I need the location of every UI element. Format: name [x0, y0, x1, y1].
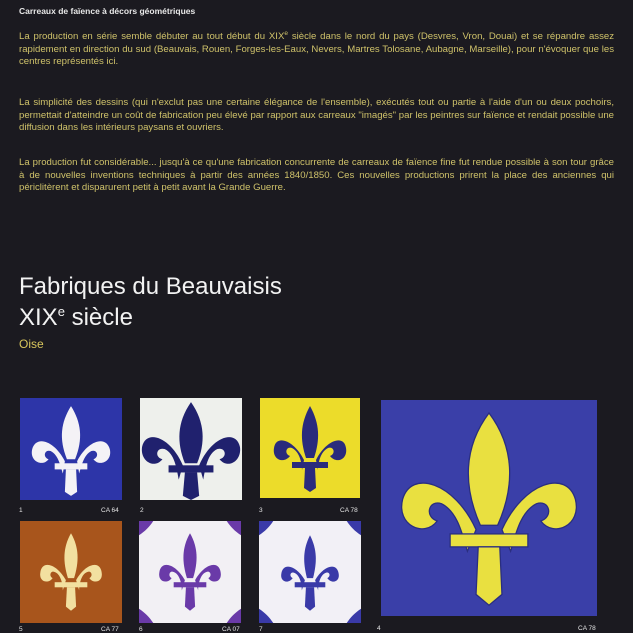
tile-number: 7 [259, 626, 263, 633]
tile-3 [259, 398, 361, 498]
tile-2 [140, 398, 242, 500]
tile-number: 6 [139, 626, 143, 633]
fleur-de-lis-icon [139, 520, 241, 624]
paragraph-decline: La production fut considérable... jusqu'à ce qu'une fabrication concurrente de carreaux de faïence fine fut rendue possible à son tour grâce à de nouvelles inventions techniques à partir des années 1840/1850. Ces nouvelles productions prirent la place des anciennes qui périclitèrent et disparurent petit à petit avant la Grande Guerre. [19, 157, 614, 194]
fleur-de-lis-icon [20, 398, 122, 500]
fleur-de-lis-icon [259, 520, 361, 624]
fleur-de-lis-icon [381, 400, 597, 616]
section-subtitle [19, 303, 133, 332]
tile-code: CA 78 [340, 507, 358, 514]
paragraph-simplicity: La simplicité des dessins (qui n'exclut pas une certaine élégance de l'ensemble), exécutés tout ou partie à l'aide d'un ou deux pochoirs, permettait d'atteindre un coût de fabrication peu élevé par rapport aux carreaux "imagés" par les peintres sur faïence et rendait possible une diffusion dans les intérieurs paysans et ouvriers. [19, 97, 614, 134]
tile-5 [20, 520, 122, 624]
paragraph-text: La production en série semble débuter au tout début du XIX [19, 31, 285, 42]
section-region: Oise [19, 337, 44, 351]
tile-code: CA 07 [222, 626, 240, 633]
section-title: Fabriques du Beauvaisis [19, 273, 282, 300]
tile-4 [381, 400, 597, 616]
tile-number: 1 [19, 507, 23, 514]
page-header: Carreaux de faïence à décors géométriques [19, 6, 196, 16]
tile-code: CA 64 [101, 507, 119, 514]
tile-1 [20, 398, 122, 500]
subtitle-text: siècle [64, 304, 133, 331]
superscript: e [284, 30, 288, 37]
superscript: e [57, 304, 65, 319]
tile-number: 5 [19, 626, 23, 633]
paragraph-text: siècle dans le nord du pays (Desvres, Vron, Douai) et se répandre assez rapidement en direction du sud (Beauvais, Rouen, Forges-les-Eaux, Nevers, Martres Tolosane, Aubagne, Marseille), pour n'évoquer que les centres représentés ici. [19, 31, 614, 68]
tile-number: 4 [377, 625, 381, 632]
tile-code: CA 78 [578, 625, 596, 632]
subtitle-text: XIX [19, 304, 58, 331]
tile-number: 2 [140, 507, 144, 514]
paragraph-production [19, 31, 614, 69]
fleur-de-lis-icon [20, 520, 122, 624]
fleur-de-lis-icon [140, 398, 242, 500]
tile-code: CA 77 [101, 626, 119, 633]
tile-7 [259, 520, 361, 624]
tile-number: 3 [259, 507, 263, 514]
fleur-de-lis-icon [259, 398, 361, 498]
tile-6 [139, 520, 241, 624]
